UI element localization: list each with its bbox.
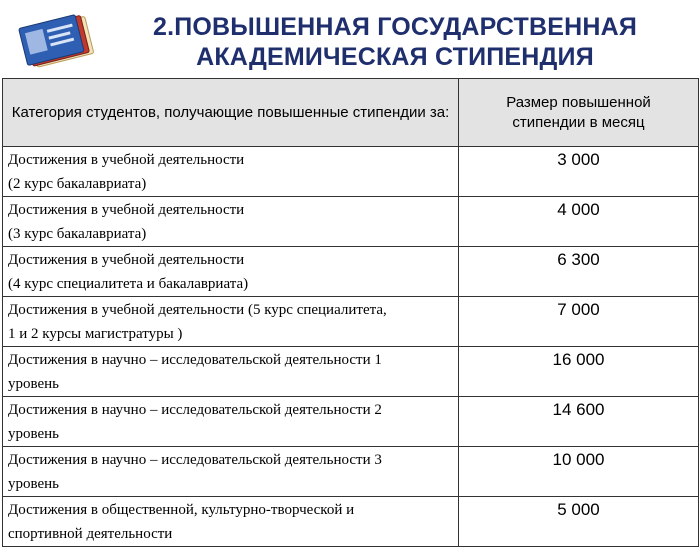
table-row [3,447,699,497]
table-header-row [3,79,699,147]
row-category [3,497,459,547]
title-line-1: 2.ПОВЫШЕННАЯ ГОСУДАРСТВЕННАЯ [152,13,638,41]
row-category-line-2: (2 курс бакалавриата) [8,176,147,192]
row-category-line-2: (4 курс специалитета и бакалавриата) [8,276,249,292]
table-row [3,497,699,547]
row-amount: 10 000 [459,447,699,497]
row-category-line-1: Достижения в учебной деятельности (5 курс специалитета, [8,302,387,318]
header-amount-line-1: Размер повышенной [506,93,651,111]
row-category-line-2: уровень [8,376,60,392]
table-row [3,347,699,397]
row-category-line-1: Достижения в учебной деятельности [8,252,245,268]
slide-title [100,12,690,72]
table-row [3,147,699,197]
table-row [3,247,699,297]
row-amount: 7 000 [459,297,699,347]
row-category-line-1: Достижения в научно – исследовательской деятельности 1 [8,352,382,368]
table-row [3,297,699,347]
row-category-line-1: Достижения в научно – исследовательской деятельности 3 [8,452,382,468]
row-category [3,447,459,497]
student-id-cards-icon [14,10,98,74]
row-amount: 6 300 [459,247,699,297]
row-amount: 4 000 [459,197,699,247]
row-category-line-2: (3 курс бакалавриата) [8,226,147,242]
header-category: Категория студентов, получающие повышенные стипендии за: [3,79,459,147]
row-category [3,197,459,247]
row-amount: 3 000 [459,147,699,197]
row-category [3,147,459,197]
row-category-line-1: Достижения в научно – исследовательской деятельности 2 [8,402,382,418]
scholarship-table [2,78,699,547]
title-line-2: АКАДЕМИЧЕСКАЯ СТИПЕНДИЯ [196,43,594,71]
row-category [3,247,459,297]
row-amount: 14 600 [459,397,699,447]
header-amount [459,79,699,147]
row-category-line-1: Достижения в общественной, культурно-творческой и [8,502,355,518]
row-amount: 16 000 [459,347,699,397]
row-category-line-1: Достижения в учебной деятельности [8,152,245,168]
row-category [3,297,459,347]
row-category [3,347,459,397]
row-category-line-2: уровень [8,426,60,442]
row-category [3,397,459,447]
table-row [3,397,699,447]
row-category-line-1: Достижения в учебной деятельности [8,202,245,218]
header-amount-line-2: стипендии в месяц [512,113,645,131]
table-row [3,197,699,247]
row-amount: 5 000 [459,497,699,547]
row-category-line-2: уровень [8,476,60,492]
row-category-line-2: спортивной деятельности [8,526,173,542]
row-category-line-2: 1 и 2 курсы магистратуры ) [8,326,183,342]
